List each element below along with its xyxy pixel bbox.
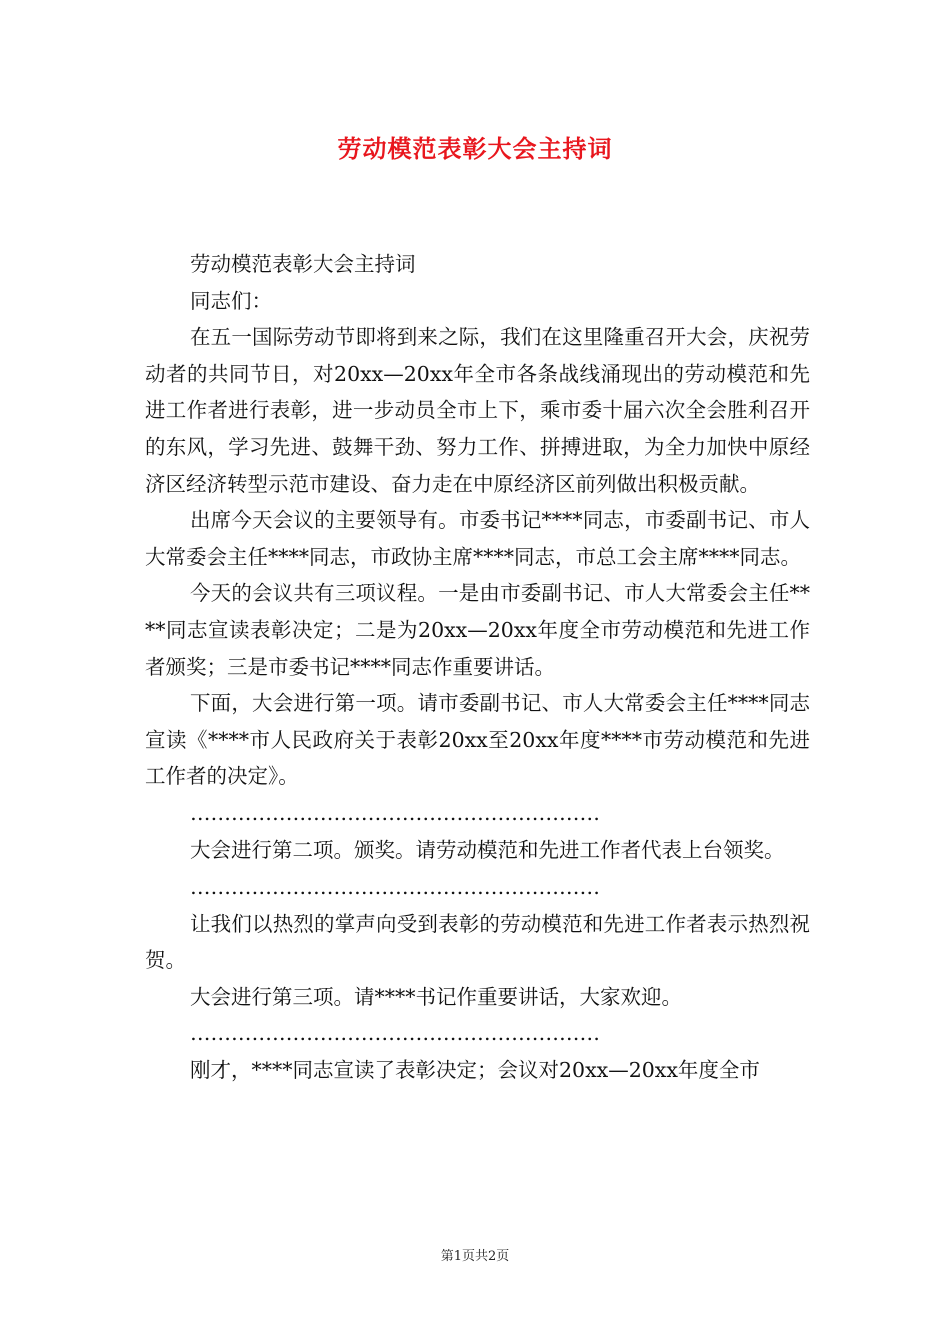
ellipsis-separator: …………………………………………………… xyxy=(190,800,600,825)
paragraph-item-three: 大会进行第三项。请****书记作重要讲话，大家欢迎。 xyxy=(190,984,682,1009)
document-body xyxy=(145,246,810,1089)
paragraph-attending-leaders: 出席今天会议的主要领导有。市委书记****同志，市委副书记、市人大常委会主任****同志，市政协主席****同志，市总工会主席****同志。 xyxy=(145,508,810,569)
paragraph-salutation: 同志们： xyxy=(190,288,272,313)
paragraph-heading: 劳动模范表彰大会主持词 xyxy=(190,252,416,276)
document-title: 劳动模范表彰大会主持词 xyxy=(337,134,613,163)
page-number: 第1页共2页 xyxy=(440,1249,510,1264)
paragraph-agenda: 今天的会议共有三项议程。一是由市委副书记、市人大常委会主任****同志宣读表彰决定；二是为20xx—20xx年度全市劳动模范和先进工作者颁奖；三是市委书记****同志作重要讲话。 xyxy=(145,581,810,679)
paragraph-opening: 在五一国际劳动节即将到来之际，我们在这里隆重召开大会，庆祝劳动者的共同节日，对20xx—20xx年全市各条战线涌现出的劳动模范和先进工作者进行表彰，进一步动员全市上下，乘市委十届六次全会胜利召开的东风，学习先进、鼓舞干劲、努力工作、拼搏进取，为全力加快中原经济区经济转型示范市建设、奋力走在中原经济区前列做出积极贡献。 xyxy=(145,325,810,496)
ellipsis-separator: …………………………………………………… xyxy=(190,874,600,899)
paragraph-item-one: 下面，大会进行第一项。请市委副书记、市人大常委会主任****同志宣读《****市人民政府关于表彰20xx至20xx年度****市劳动模范和先进工作者的决定》。 xyxy=(145,691,810,789)
paragraph-closing: 刚才，****同志宣读了表彰决定；会议对20xx—20xx年度全市 xyxy=(190,1058,760,1083)
paragraph-item-two: 大会进行第二项。颁奖。请劳动模范和先进工作者代表上台领奖。 xyxy=(190,837,785,862)
ellipsis-separator: …………………………………………………… xyxy=(190,1021,600,1046)
paragraph-applause: 让我们以热烈的掌声向受到表彰的劳动模范和先进工作者表示热烈祝贺。 xyxy=(145,911,810,973)
